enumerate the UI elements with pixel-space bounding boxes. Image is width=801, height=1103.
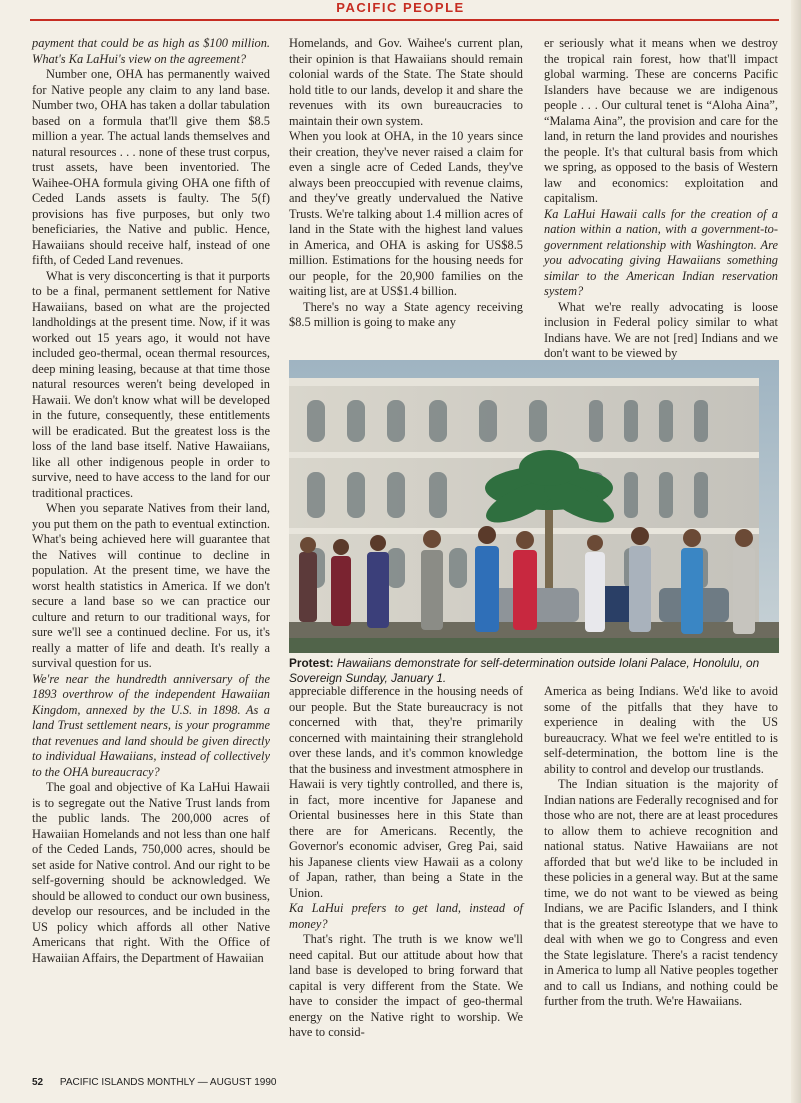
paragraph: er seriously what it means when we destroy the tropical rain forest, how that'll impact global warming. These are concerns Pacific Islanders have because we are indigenous people . . . Our cultural tenet is “Aloha Aina”, “Malama Aina”, the provision and care for the land, in return the land provides and nourishes the people. It's that cultural basis from which we spring, as opposed to the basis of Western law and economics: exploitation and capitalism. (544, 36, 778, 205)
protest-photo (289, 360, 779, 653)
column-2-bottom (289, 684, 523, 1046)
column-2-top (289, 36, 523, 356)
caption-text: Hawaiians demonstrate for self-determination outside Iolani Palace, Honolulu, on Sovereign Sunday, January 1. (289, 656, 760, 685)
paragraph: What we're really advocating is loose inclusion in Federal policy similar to what Indians have. We are not [red] Indians and we don't want to be viewed by (544, 299, 778, 360)
interview-question: Ka LaHui Hawaii calls for the creation of a nation within a nation, with a government-to-government relationship with Washington. Are you advocating giving Hawaiians something similar to the American Indian reservation system? (544, 206, 778, 298)
paragraph: Homelands, and Gov. Waihee's current plan, their opinion is that Hawaiians should remain colonial wards of the State. The State should hold title to our lands, develop it and share the revenues with its own bureaucracies to maintain their own system. (289, 36, 523, 128)
section-title: PACIFIC PEOPLE (336, 0, 465, 15)
paragraph: Number one, OHA has permanently waived for Native people any claim to any land base. Number two, OHA has taken a dollar tabulation based on a formula that'll give them $8.5 million a year. The actual lands themselves and natural resources . . . none of these trust corpus, trust assets, have been inventoried. The Waihee-OHA formula giving OHA one fifth of Ceded Lands assets is faulty. The 5(f) provisions has five purposes, but only two beneficiaries, the Native and public. Hence, Hawaiians should receive half, instead of one fifth, of Ceded Land revenues. (32, 67, 270, 267)
column-1 (32, 36, 270, 1046)
interview-question: Ka LaHui prefers to get land, instead of money? (289, 901, 523, 931)
caption-label: Protest: (289, 656, 334, 670)
paragraph: The goal and objective of Ka LaHui Hawaii is to segregate out the Native Trust lands from the public lands. The 200,000 acres of Hawaiian Homelands and not less than one half of the Ceded Lands, 750,000 acres, should be set aside for Native control. And our right to be self-governing should be acknowledged. We should be allowed to conduct our own business, develop our resources, and be included in the US policy which affords all other Native Americans that right. With the Office of Hawaiian Affairs, the Department of Hawaiian (32, 780, 270, 965)
paragraph: The Indian situation is the majority of Indian nations are Federally recognised and for those who are not, there are at least procedures to allow them to achieve recognition and national status. Native Hawaiians are not afforded that but we'd like to be included in these policies in a general way. But at the same time, we do not want to be viewed as being Indians, we are Pacific Islanders, and I think that is the greatest stereotype that we have to deal with when we go to Congress and even the State legislature. There's a racist tendency in America to lump all Native peoples together and to call us Indians, and nothing could be further from the truth. We're Hawaiians. (544, 777, 778, 1008)
paragraph: When you look at OHA, in the 10 years since their creation, they've never raised a claim for even a single acre of Ceded Lands, they've always been preoccupied with revenue claims, and they've greatly undervalued the Native Trusts. We're talking about 1.4 million acres of land in the State with the highest land values in America, and OHA is asking for US$8.5 million. Estimations for the housing needs for our people, for the 20,900 families on the waiting list, are at US$1.4 billion. (289, 129, 523, 298)
paragraph: There's no way a State agency receiving $8.5 million is going to make any (289, 299, 523, 329)
photo-caption (289, 656, 779, 686)
paragraph: That's right. The truth is we know we'll need capital. But our attitude about how that land base is developed to bring forward that capital is very different from the State. We have to consider the impact of geo-thermal energy on the Native right to worship. We have to consid- (289, 932, 523, 1039)
interview-question: We're near the hundredth anniversary of the 1893 overthrow of the independent Hawaiian Kingdom, annexed by the U.S. in 1898. As a land Trust settlement nears, is your programme that revenues and land should be given directly to individual Hawaiians, instead of collectively to the OHA bureaucracy? (32, 671, 270, 779)
paragraph: What is very disconcerting is that it purports to be a final, permanent settlement for Native Hawaiians, based on what are the projected landholdings at the present time. Now, if it was worked out 15 years ago, it would not have included geo-thermal, ocean thermal resources, deep mining leasing, because at that time those natural resources weren't being developed in Hawaii. We don't know what will be developed in the future, consequently, these entitlements will be eradicated. But the greatest loss is the loss of the land base itself. Native Hawaiians, like all other indigenous people in order to survive, need to have access to the land for our traditional practices. (32, 268, 270, 500)
publication-line: PACIFIC ISLANDS MONTHLY — AUGUST 1990 (59, 1077, 277, 1088)
paragraph: America as being Indians. We'd like to avoid some of the pitfalls that they have to experience in dealing with the US bureaucracy. What we feel we're entitled to is self-determination, the bottom line is the ability to control and develop our trustlands. (544, 684, 778, 776)
interview-question: payment that could be as high as $100 million. What's Ka LaHui's view on the agreement? (32, 36, 270, 66)
paragraph: When you separate Natives from their land, you put them on the path to eventual extinction. What's being achieved here will guarantee that the Natives will continue to decline in population. At the present time, we have the worst health statistics in America. If we don't secure a land base so we can practice our culture and return to our traditional ways, for sure we'll see a continued decline. For us, it's really a matter of life and death. It's really a survival question for us. (32, 501, 270, 670)
column-3-top (544, 36, 778, 360)
page-number: 52 (32, 1077, 44, 1088)
page-edge (791, 0, 801, 1103)
column-3-bottom (544, 684, 778, 1046)
paragraph: appreciable difference in the housing needs of our people. But the State bureaucracy is not concerned with that, they're primarily concerned with maintaining their stranglehold over these lands, and it's common knowledge that the business and investment atmosphere in Hawaii is very tightly controlled, and there is, in fact, more incentive for Japanese and Oriental businesses here in this State than there are for Americans. Recently, the Governor's economic adviser, Greg Pai, said his Japanese clients view Hawaii as a colony of Japan, rather, than being a State in the Union. (289, 684, 523, 900)
page-footer (32, 1077, 276, 1088)
page-header (0, 0, 801, 22)
header-rule (30, 19, 779, 21)
